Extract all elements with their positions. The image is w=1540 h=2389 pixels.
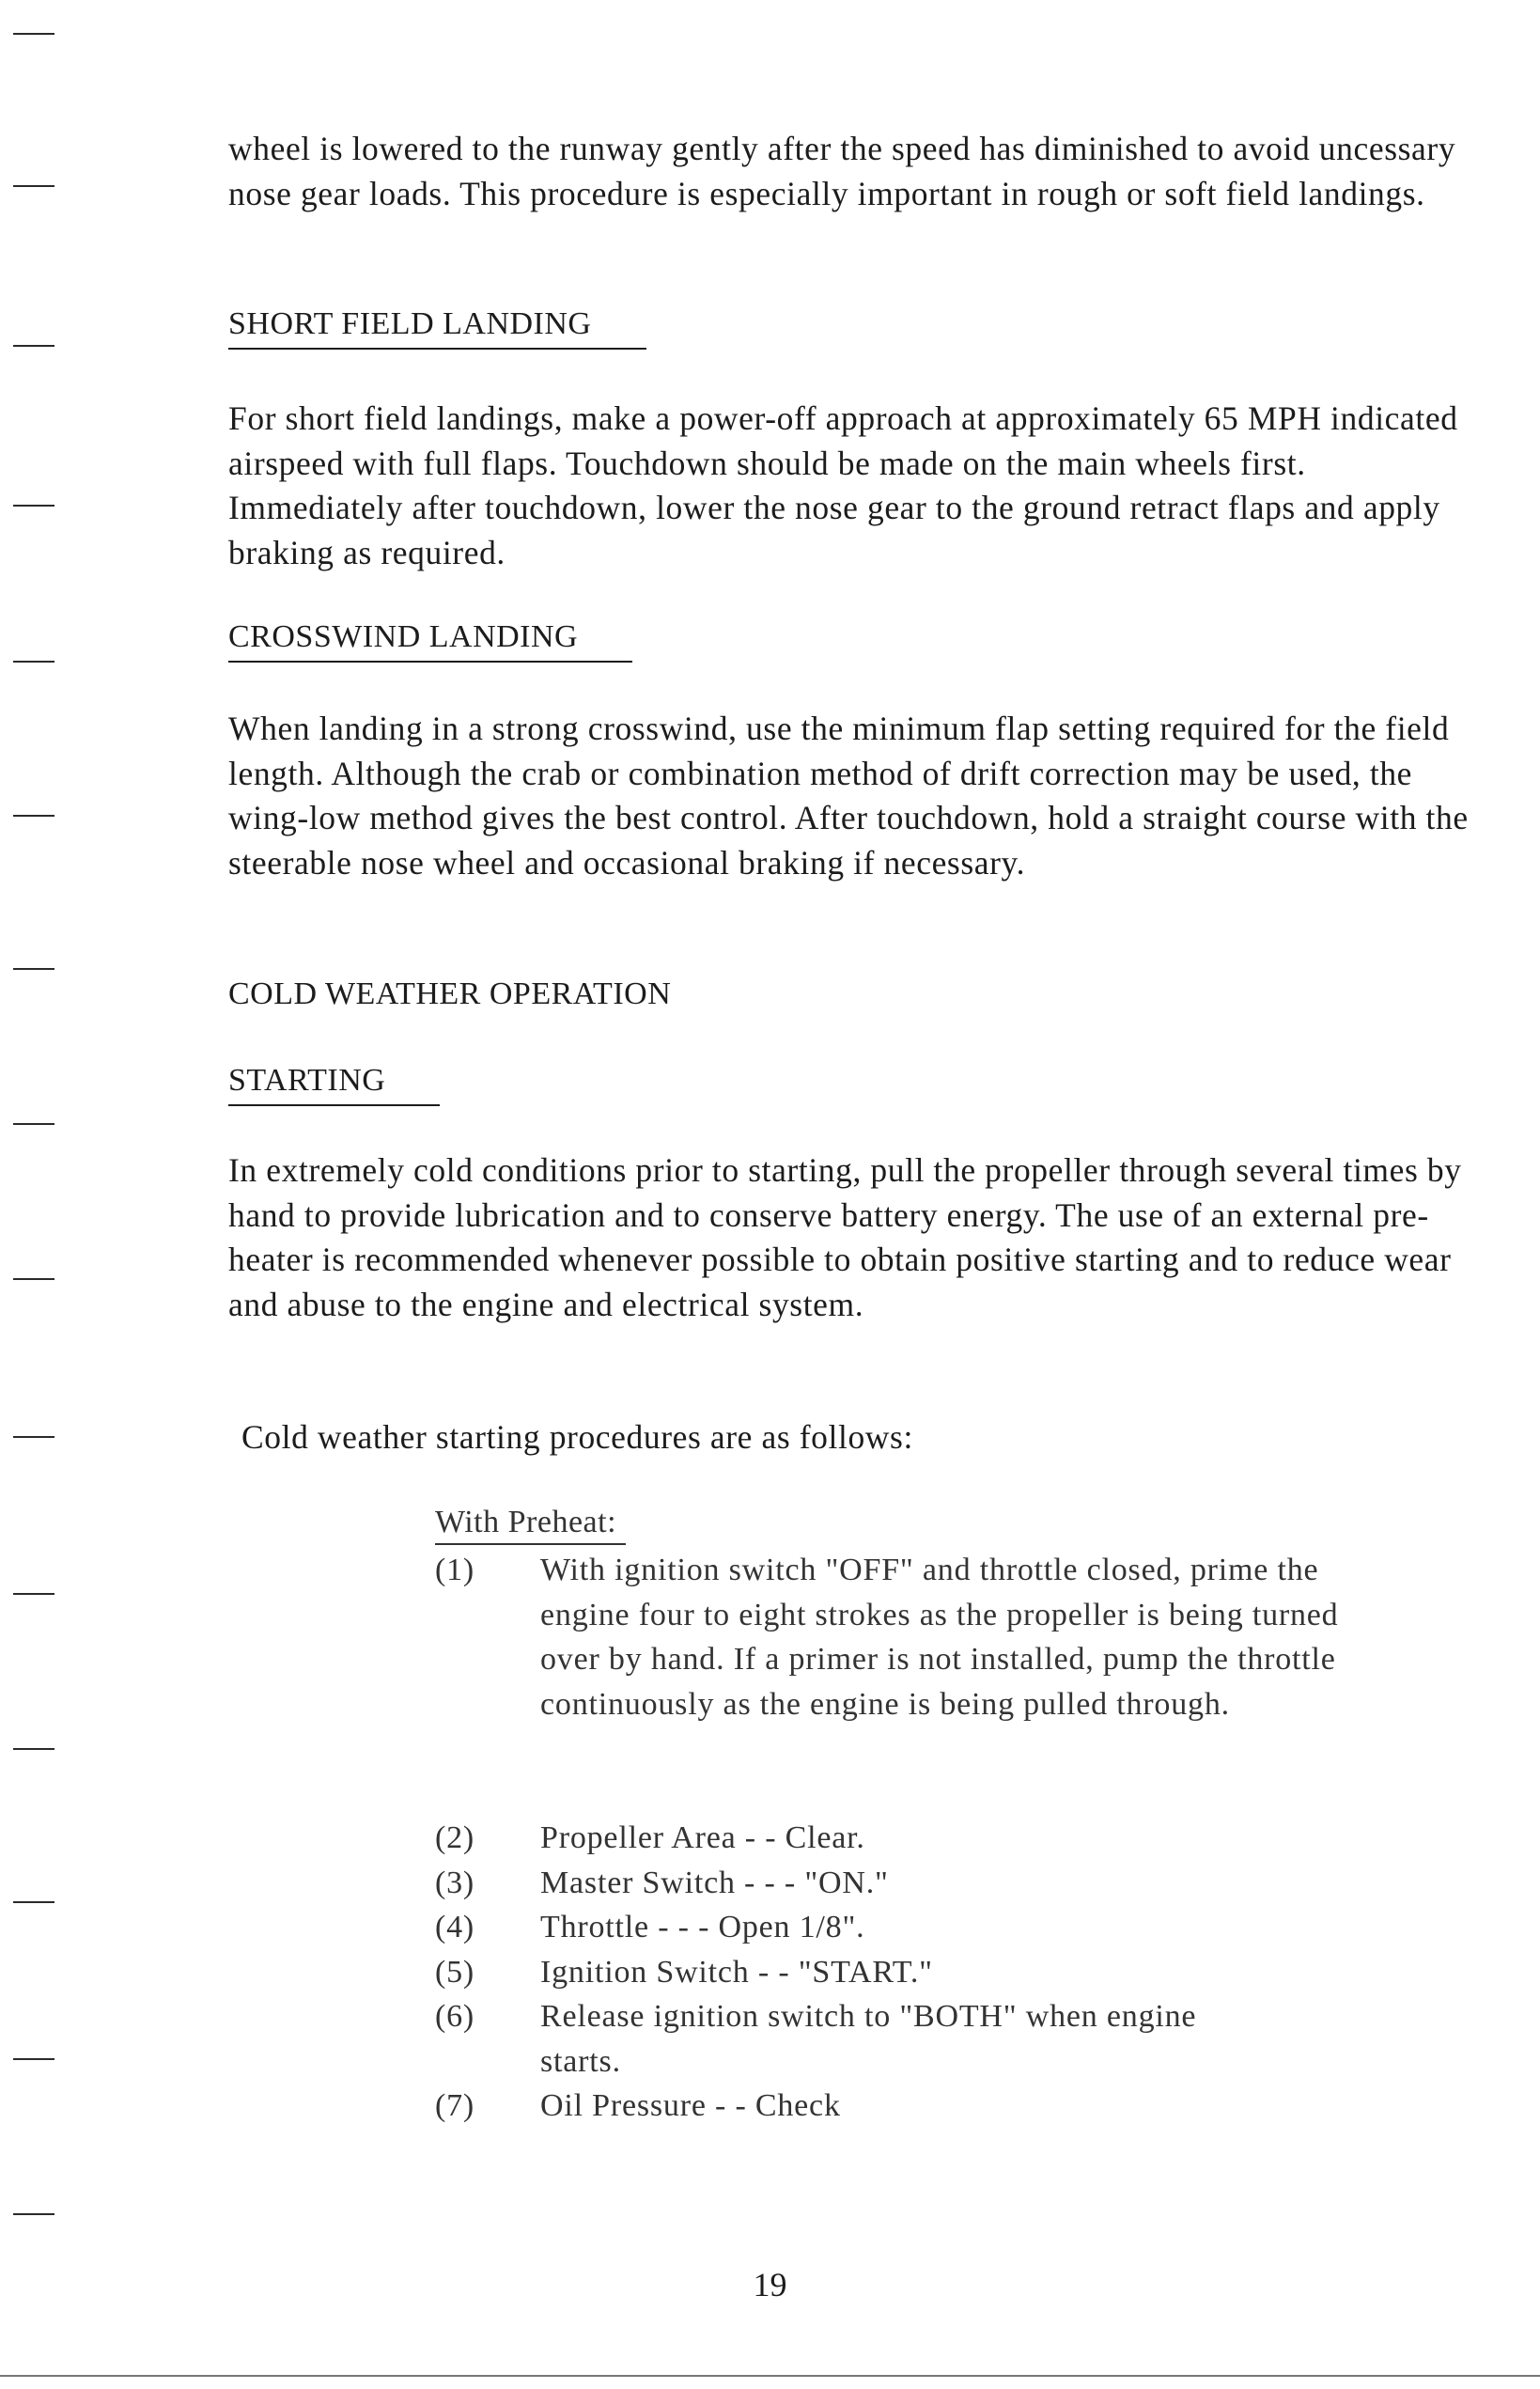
step-text: Ignition Switch - - "START." xyxy=(540,1954,933,1990)
crosswind-body-block xyxy=(228,707,1478,885)
preheat-steps-list-continued xyxy=(435,1816,1469,2129)
margin-tick xyxy=(13,968,54,970)
preheat-steps-list xyxy=(435,1548,1469,1726)
margin-tick xyxy=(13,2213,54,2215)
margin-tick xyxy=(13,505,54,507)
step-number: (1) xyxy=(435,1553,475,1587)
margin-tick xyxy=(13,815,54,817)
margin-tick xyxy=(13,1123,54,1125)
list-item xyxy=(435,1950,1469,1995)
section-heading: CROSSWIND LANDING xyxy=(228,617,632,663)
step-number: (5) xyxy=(435,1954,475,1990)
list-item xyxy=(435,1816,1469,1861)
margin-tick xyxy=(13,1593,54,1595)
starting-section xyxy=(228,1060,1478,1106)
step-number: (6) xyxy=(435,1999,475,2034)
list-item xyxy=(435,1905,1469,1950)
step-text: Release ignition switch to "BOTH" when engine starts. xyxy=(540,1999,1197,2079)
starting-body-block xyxy=(228,1148,1478,1327)
step-number: (4) xyxy=(435,1910,475,1944)
step-text: Throttle - - - Open 1/8". xyxy=(540,1910,865,1944)
step-number: (2) xyxy=(435,1820,475,1855)
list-item xyxy=(435,2084,1469,2129)
margin-tick xyxy=(13,1278,54,1280)
step-number: (7) xyxy=(435,2088,475,2123)
section-heading: SHORT FIELD LANDING xyxy=(228,304,646,350)
with-preheat-label: With Preheat: xyxy=(435,1502,626,1545)
margin-tick xyxy=(13,1748,54,1750)
step-text: Propeller Area - - Clear. xyxy=(540,1820,865,1855)
margin-tick xyxy=(13,33,54,35)
section-body: When landing in a strong crosswind, use the minimum flap setting required for the field length. Although the crab or combination method of drift correction may be used, the wing-low method gives the best control. After touchdown, hold a straight course with the steerable nose wheel and occasional braking if necessary. xyxy=(228,710,1469,882)
starting-heading: STARTING xyxy=(228,1060,440,1106)
short-field-body-block xyxy=(228,397,1478,575)
procedures-intro: Cold weather starting procedures are as follows: xyxy=(241,1418,913,1456)
step-text: Oil Pressure - - Check xyxy=(540,2088,841,2123)
margin-tick xyxy=(13,185,54,187)
cold-weather-title-block xyxy=(228,974,1478,1018)
list-item xyxy=(435,1548,1469,1726)
crosswind-section xyxy=(228,617,1478,663)
cold-weather-title: COLD WEATHER OPERATION xyxy=(228,976,672,1011)
margin-tick xyxy=(13,1436,54,1438)
margin-tick xyxy=(13,2058,54,2060)
bottom-rule xyxy=(0,2375,1540,2377)
short-field-section xyxy=(228,304,1478,350)
procedures-intro-block xyxy=(241,1415,1491,1460)
step-number: (3) xyxy=(435,1865,475,1900)
margin-tick xyxy=(13,1901,54,1903)
margin-tick xyxy=(13,661,54,663)
step-text: With ignition switch "OFF" and throttle closed, prime the engine four to eight strokes as the propeller is being turned over by hand. If a primer is not installed, pump the throttle continuously as the engine is being pulled through. xyxy=(540,1553,1339,1722)
intro-paragraph: wheel is lowered to the runway gently after the speed has diminished to avoid uncessary nose gear loads. This procedure is especially important in rough or soft field landings. xyxy=(228,130,1456,212)
list-item xyxy=(435,1994,1469,2084)
step-text: Master Switch - - - "ON." xyxy=(540,1865,889,1900)
intro-block xyxy=(228,127,1478,216)
list-item xyxy=(435,1861,1469,1906)
margin-tick xyxy=(13,345,54,347)
starting-body: In extremely cold conditions prior to starting, pull the propeller through several times by hand to provide lubrication and to conserve battery energy. The use of an external pre-heater is recommended whenever possible to obtain positive starting and to reduce wear and abuse to the engine and electrical system. xyxy=(228,1151,1462,1323)
page-number: 19 xyxy=(753,2266,787,2303)
section-body: For short field landings, make a power-off approach at approximately 65 MPH indicated airspeed with full flaps. Touchdown should be made on the main wheels first. Immediately after touchdown, lower the nose gear to the ground retract flaps and apply braking as required. xyxy=(228,399,1458,571)
